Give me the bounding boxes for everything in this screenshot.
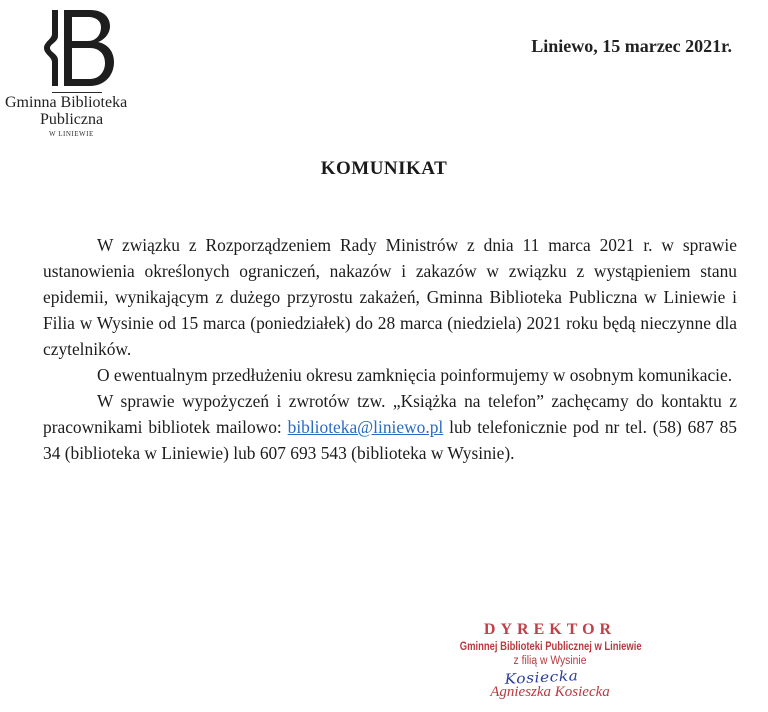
logo-name-line1: Gminna Biblioteka xyxy=(5,94,128,111)
library-logo xyxy=(0,8,140,136)
stamp-branch: z filią w Wysinie xyxy=(513,655,587,667)
handwritten-signature: Kosiecka xyxy=(504,668,579,688)
logo-divider xyxy=(52,92,102,93)
director-name: Agnieszka Kosiecka xyxy=(490,684,610,700)
paragraph-extension-notice: O ewentualnym przedłużeniu okresu zamknięcia poinformujemy w osobnym komunikacie. xyxy=(97,365,733,385)
library-b-book-logo-icon xyxy=(38,8,118,88)
email-link[interactable]: biblioteka@liniewo.pl xyxy=(287,417,444,437)
logo-location: W LINIEWIE xyxy=(49,130,94,138)
logo-name-line2: Publiczna xyxy=(40,111,104,128)
contact-text-before: W sprawie wypożyczeń i zwrotów tzw. „Książka na telefon” zachęcamy do kontaktu z pracownikami bibliotek mailowo: xyxy=(43,391,737,437)
director-stamp xyxy=(440,620,660,668)
paragraph-closure-notice: W związku z Rozporządzeniem Rady Ministrów z dnia 11 marca 2021 r. w sprawie ustanowienia określonych ograniczeń, nakazów i zakazów w związku z wystąpieniem stanu epidemii, wynikającym z dużego przyrostu zakażeń, Gminna Biblioteka Publiczna w Liniewie i Filia w Wysinie od 15 marca (poniedziałek) do 28 marca (niedziela) 2021 roku będą nieczynne dla czytelników. xyxy=(43,235,737,359)
stamp-organization: Gminnej Biblioteki Publicznej w Liniewie xyxy=(459,641,642,653)
document-date: Liniewo, 15 marzec 2021r. xyxy=(531,36,732,56)
contact-text-after: lub telefonicznie pod nr tel. (58) 687 85 34 (biblioteka w Liniewie) lub 607 693 543 (biblioteka w Wysinie). xyxy=(43,417,737,463)
document-title: KOMUNIKAT xyxy=(320,158,448,179)
paragraph-contact xyxy=(43,388,737,466)
stamp-role: DYREKTOR xyxy=(483,621,617,638)
document-body xyxy=(43,232,737,466)
